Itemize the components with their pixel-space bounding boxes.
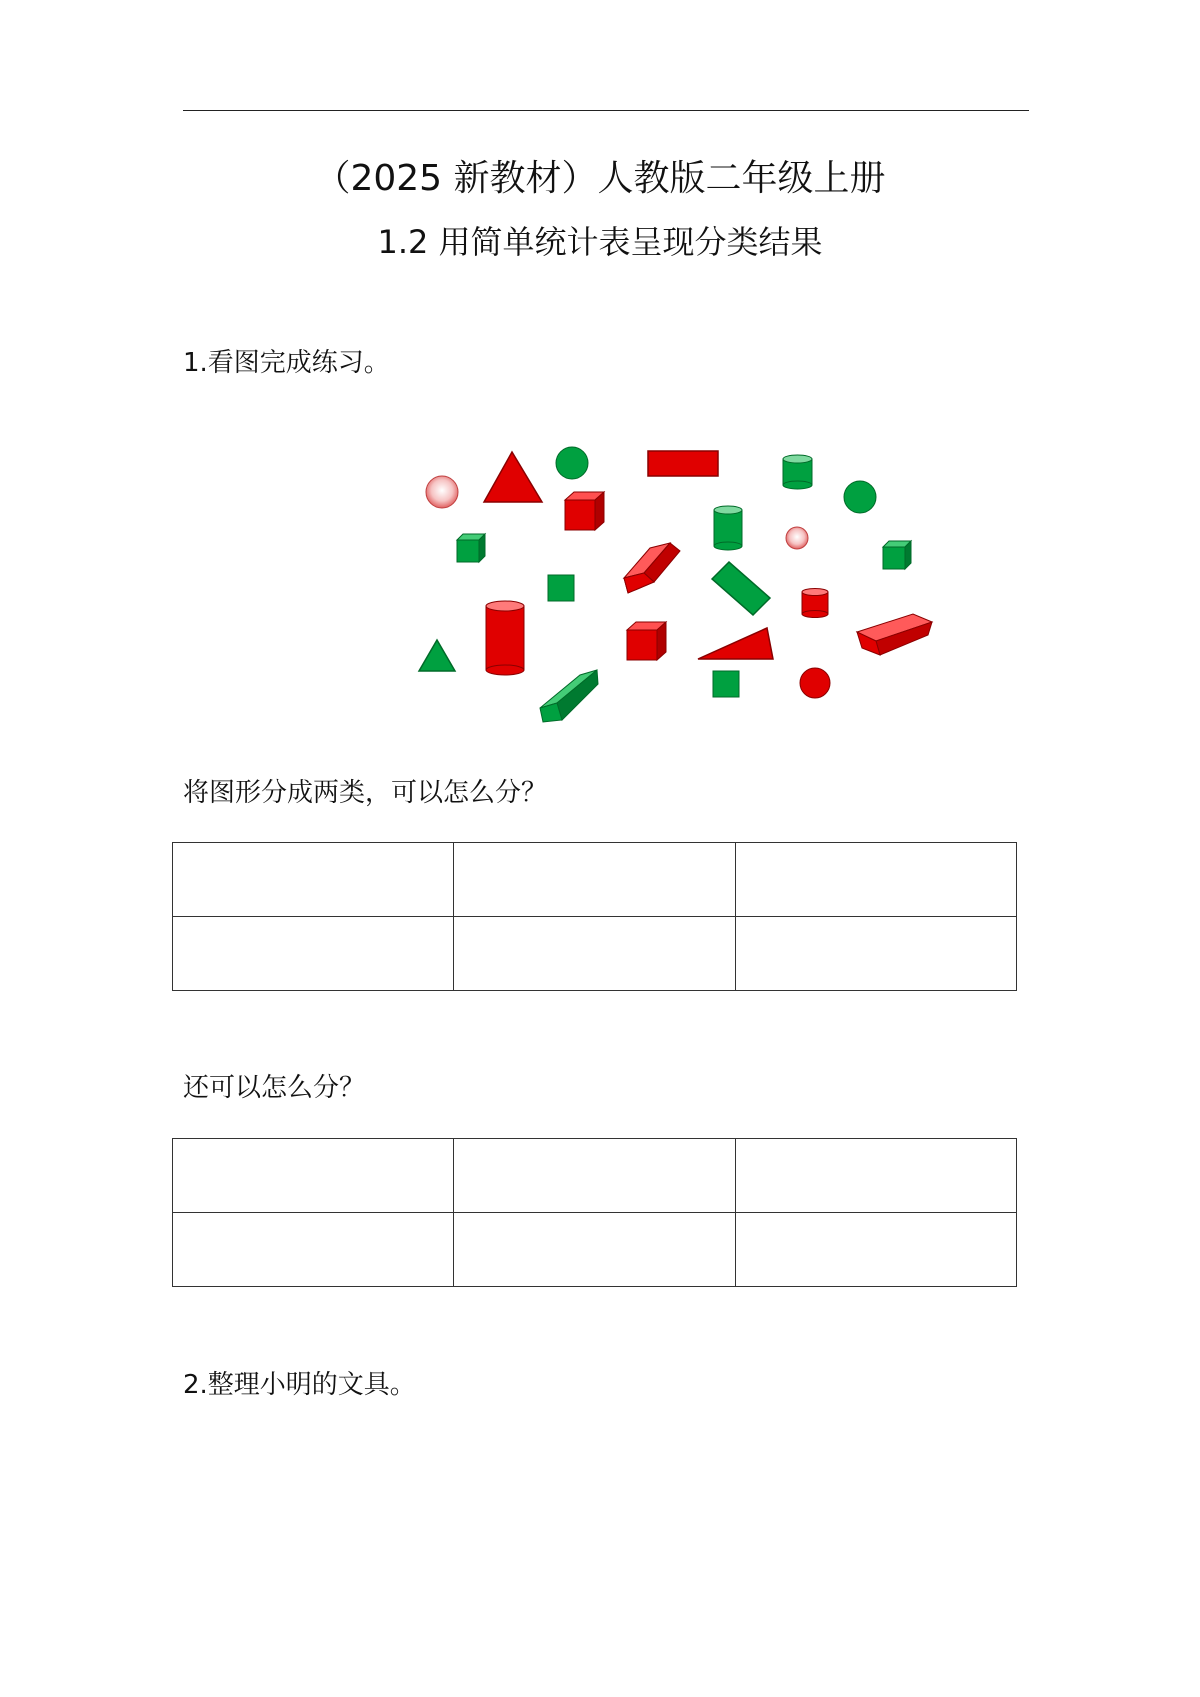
lesson-subtitle: 1.2 用简单统计表呈现分类结果 [377,223,823,261]
green-circle-shape [844,481,876,513]
green-cylinder-shape [783,455,812,489]
question-2-label: 2.整理小明的文具。 [183,1370,416,1400]
header-rule [183,110,1029,111]
answer-cell[interactable] [735,1139,1016,1213]
red-cylinder-shape [802,589,828,618]
answer-cell[interactable] [173,917,454,991]
red-circle-shape [800,668,830,698]
green-circle-shape [556,447,588,479]
answer-cell[interactable] [735,917,1016,991]
red-cylinder-shape [486,601,524,675]
red-cube-shape [565,492,604,530]
question-1-prompt-b: 还可以怎么分？ [183,1073,366,1103]
red-triangle-shape [484,452,542,502]
answer-cell[interactable] [454,1213,735,1287]
green-square-shape [713,671,739,697]
answer-cell[interactable] [735,1213,1016,1287]
red-triangle-shape [698,628,773,659]
green-cylinder-shape [714,506,742,550]
table-row [173,917,1017,991]
green-cube-shape [883,541,911,569]
page-title: （2025 新教材）人教版二年级上册 [314,158,886,199]
red-prism-shape [624,543,680,593]
answer-cell[interactable] [173,843,454,917]
answer-cell[interactable] [173,1213,454,1287]
red-sphere-shape [786,527,808,549]
red-rectangle-shape [648,451,718,476]
answer-cell[interactable] [454,1139,735,1213]
green-prism-shape [540,670,598,722]
answer-cell[interactable] [454,917,735,991]
green-triangle-shape [419,640,455,671]
green-square-shape [548,575,574,601]
question-1-prompt-a: 将图形分成两类，可以怎么分？ [183,778,548,808]
answer-cell[interactable] [454,843,735,917]
answer-cell[interactable] [735,843,1016,917]
question-1-label: 1.看图完成练习。 [183,348,390,378]
red-cube-shape [627,622,666,660]
answer-cell[interactable] [173,1139,454,1213]
table-row [173,843,1017,917]
answer-table-2 [172,1138,1017,1287]
red-prism-shape [857,614,932,655]
red-sphere-shape [426,476,458,508]
table-row [173,1139,1017,1213]
answer-table-1 [172,842,1017,991]
table-row [173,1213,1017,1287]
green-cube-shape [457,534,485,562]
green-rectangle-shape [712,562,770,615]
